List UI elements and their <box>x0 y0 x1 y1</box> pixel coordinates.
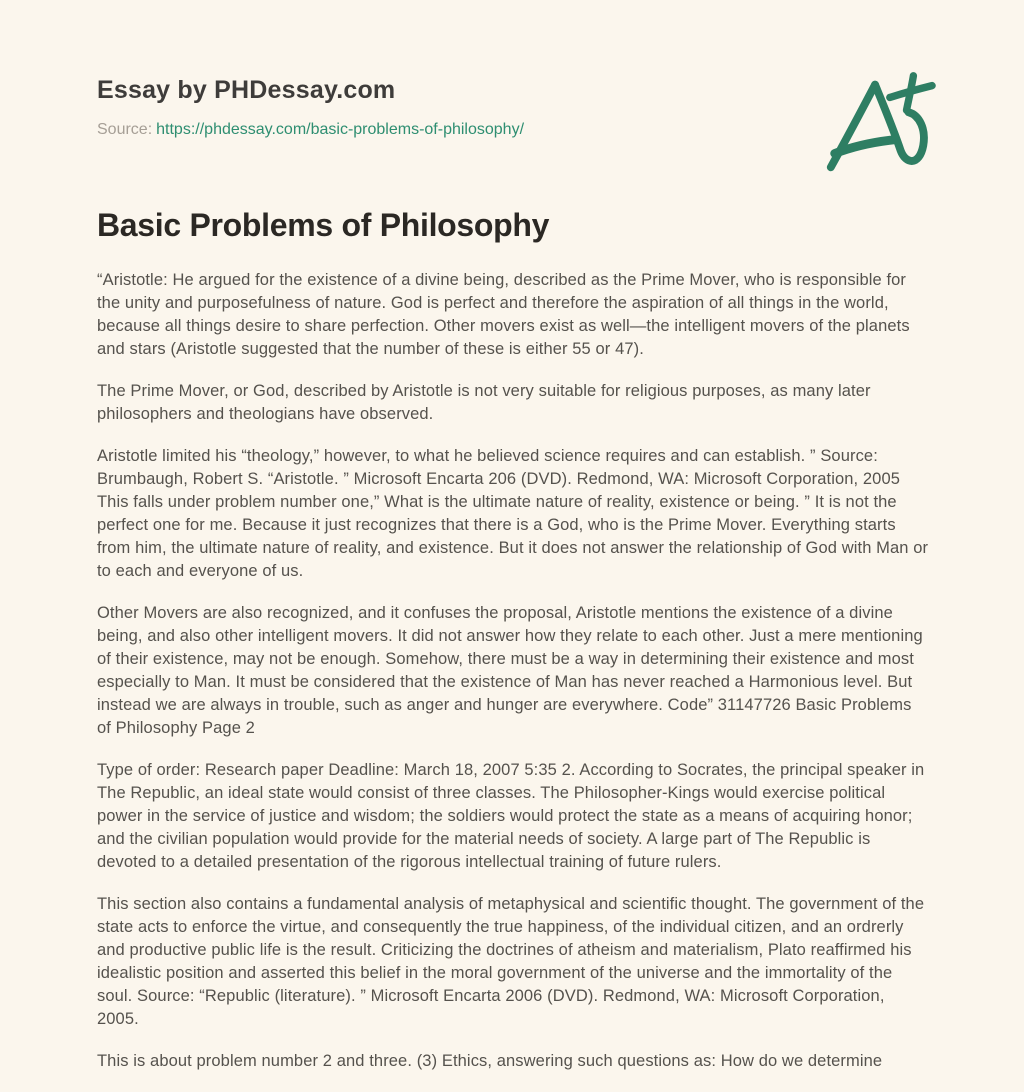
article <box>97 207 930 1073</box>
source-label: Source: <box>97 121 153 138</box>
paragraph-1: “Aristotle: He argued for the existence of a divine being, described as the Prime Mover, who is responsible for the unity and purposefulness of nature. God is perfect and therefore the aspiration of all things in the world, because all things desire to share perfection. Other movers exist as well—the intelligent movers of the planets and stars (Aristotle suggested that the number of these is either 55 or 47). <box>97 271 910 358</box>
source-row <box>97 121 930 139</box>
article-title: Basic Problems of Philosophy <box>97 207 550 243</box>
paragraph-3: Aristotle limited his “theology,” however, to what he believed science requires and can establish. ” Source: Brumbaugh, Robert S. “Aristotle. ” Microsoft Encarta 206 (DVD). Redmond, WA: Microsoft Corporation, 2005 This falls under problem number one,” What is the ultimate nature of reality, existence or being. ” It is not the perfect one for me. Because it just recognizes that there is a God, who is the Prime Mover. Everything starts from him, the ultimate nature of reality, and existence. But it does not answer the relationship of God with Man or to each and everyone of us. <box>97 447 929 580</box>
a-plus-icon <box>819 68 937 178</box>
paragraph-7: This is about problem number 2 and three. (3) Ethics, answering such questions as: How do we determine <box>97 1052 883 1070</box>
page-header <box>97 0 930 139</box>
paragraph-4: Other Movers are also recognized, and it confuses the proposal, Aristotle mentions the existence of a divine being, and also other intelligent movers. It did not answer how they relate to each other. Just a mere mentioning of their existence, may not be enough. Somehow, there must be a way in determining their existence and most especially to Man. It must be considered that the existence of Man has never reached a Harmonious level. But instead we are always in trouble, such as anger and hunger are everywhere. Code” 31147726 Basic Problems of Philosophy Page 2 <box>97 604 923 737</box>
paragraph-2: The Prime Mover, or God, described by Aristotle is not very suitable for religious purposes, as many later philosophers and theologians have observed. <box>97 382 871 423</box>
source-link[interactable]: https://phdessay.com/basic-problems-of-philosophy/ <box>156 121 525 138</box>
article-body <box>97 269 930 1073</box>
paragraph-6: This section also contains a fundamental analysis of metaphysical and scientific thought. The government of the state acts to enforce the virtue, and consequently the true happiness, of the individual citizen, and an ordrerly and productive public life is the result. Criticizing the doctrines of atheism and materialism, Plato reaffirmed his idealistic position and asserted this belief in the moral government of the universe and the immortality of the soul. Source: “Republic (literature). ” Microsoft Encarta 2006 (DVD). Redmond, WA: Microsoft Corporation, 2005. <box>97 895 925 1028</box>
paragraph-5: Type of order: Research paper Deadline: March 18, 2007 5:35 2. According to Socrates, the principal speaker in The Republic, an ideal state would consist of three classes. The Philosopher-Kings would exercise political power in the service of justice and wisdom; the soldiers would protect the state as a means of acquiring honor; and the civilian population would provide for the material needs of society. A large part of The Republic is devoted to a detailed presentation of the rigorous intellectual training of future rulers. <box>97 761 925 871</box>
site-title: Essay by PHDessay.com <box>97 76 396 104</box>
phdessay-logo <box>819 68 937 178</box>
essay-page <box>97 0 930 1073</box>
